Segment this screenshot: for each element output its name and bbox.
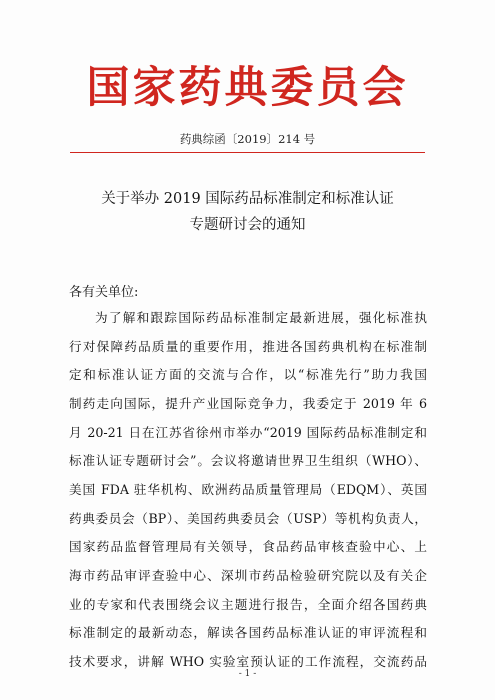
subject-line-2: 专题研讨会的通知	[189, 217, 306, 233]
body-line: 定和标准认证方面的交流与合作，以“标准先行”助力我国	[69, 367, 427, 382]
body-line: 行对保障药品质量的重要作用，推进各国药典机构在标准制	[69, 339, 427, 354]
body-line: 月 20-21 日在江苏省徐州市举办“2019 国际药品标准制定和	[69, 425, 427, 440]
page-number: - 1 -	[238, 669, 257, 679]
body-line: 为了解和跟踪国际药品标准制定最新进展，强化标准执	[95, 310, 427, 325]
body-line: 标准认证专题研讨会”。会议将邀请世界卫生组织（WHO）、	[69, 453, 427, 468]
red-divider-line	[70, 152, 425, 153]
body-line: 技术要求，讲解 WHO 实验室预认证的工作流程，交流药品	[69, 654, 427, 669]
body-line: 海市药品审评查验中心、深圳市药品检验研究院以及有关企	[69, 568, 427, 583]
subject-line-1: 关于举办 2019 国际药品标准制定和标准认证	[101, 191, 394, 207]
salutation: 各有关单位:	[69, 285, 139, 300]
body-line: 标准制定的最新动态，解读各国药品标准认证的审评流程和	[69, 625, 427, 640]
body-line: 药典委员会（BP）、美国药典委员会（USP）等机构负责人，	[69, 511, 427, 526]
document-number: 药典综函〔2019〕214 号	[179, 132, 316, 146]
body-line: 业的专家和代表围绕会议主题进行报告，全面介绍各国药典	[69, 597, 427, 612]
body-line: 国家药品监督管理局有关领导，食品药品审核查验中心、上	[69, 539, 427, 554]
notice-subject	[0, 186, 495, 238]
organization-header: 国家药典委员会	[86, 63, 409, 113]
body-line: 美国 FDA 驻华机构、欧洲药品质量管理局（EDQM）、英国	[69, 482, 427, 497]
body-line: 制药走向国际，提升产业国际竞争力，我委定于 2019 年 6	[69, 396, 427, 411]
